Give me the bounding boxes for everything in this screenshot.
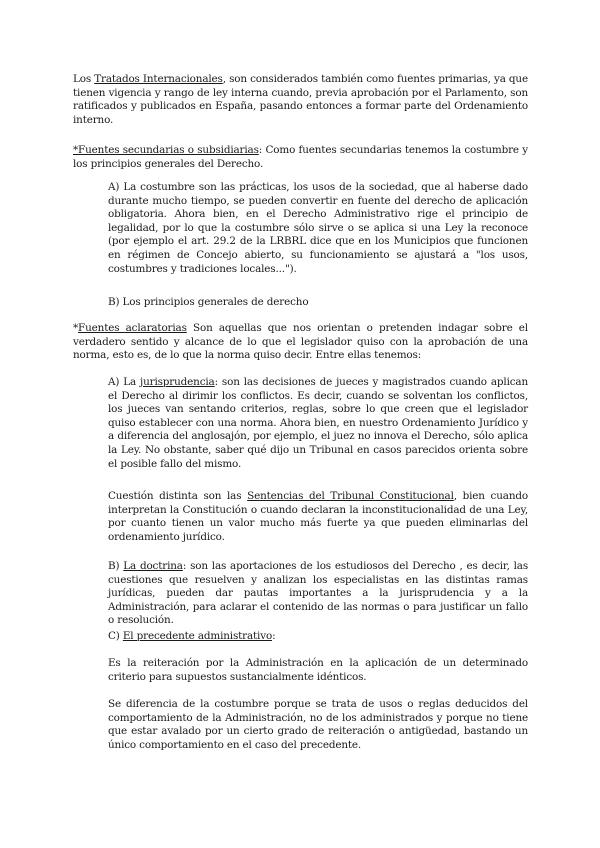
underlined-term: La doctrina [123, 560, 183, 572]
paragraph-jurisprudencia [108, 376, 528, 471]
paragraph-principios-generales [108, 296, 528, 310]
paragraph-costumbre [108, 181, 528, 276]
section-heading-underlined: *Fuentes secundarias o subsidiarias [73, 144, 259, 156]
paragraph-tratados-internacionales [73, 73, 528, 127]
text-run: , son considerados también como fuentes primarias, ya que tienen vigencia y rango de ley interna cuando, previa aprobación por el Parlamento, son ratificados y publicados en España, pasando entonces a formar parte del Ordenamiento interno. [73, 73, 528, 126]
underlined-term: Sentencias del Tribunal Constitucional [247, 490, 454, 502]
text-run: Los [73, 73, 95, 85]
paragraph-precedente-diferencia [108, 698, 528, 752]
text-run: Cuestión distinta son las [108, 490, 248, 502]
underlined-term: El precedente administrativo [122, 630, 273, 642]
text-run: * [73, 322, 79, 334]
paragraph-doctrina [108, 560, 528, 628]
paragraph-sentencias-tc [108, 490, 528, 544]
text-run: B) Los principios generales de derecho [108, 296, 309, 308]
section-heading-underlined: Fuentes aclaratorias [78, 322, 187, 334]
text-run: Son aquellas que nos orientan o pretenden indagar sobre el verdadero sentido y alcance de lo que el legislador quiso con la aprobación de una norma, esto es, de lo que la norma quiso decir. Entre ellas tenemos: [73, 322, 528, 362]
text-run: A) La [108, 376, 141, 388]
paragraph-fuentes-aclaratorias [73, 322, 528, 363]
text-run: , bien cuando interpretan la Constitución o cuando declaran la inconstitucionalidad de una Ley, por cuanto tienen un valor mucho más fuerte ya que pueden eliminarlas del ordenamiento jurídico. [108, 490, 528, 543]
underlined-term: jurisprudencia [140, 376, 215, 388]
paragraph-precedente-definicion [108, 657, 528, 684]
text-run: : son las decisiones de jueces y magistrados cuando aplican el Derecho al dirimir los conflictos. Es decir, cuando se solventan los conflictos, los jueces van sentando criterios, reglas, sobre lo que creen que el legislador quiso establecer con una norma. Ahora bien, en nuestro Ordenamiento Jurídico y a diferencia del anglosajón, por ejemplo, el juez no innova el Derecho, sólo aplica la Ley. No obstante, saber qué dijo un Tribunal en casos parecidos orienta sobre el posible fallo del mismo. [108, 376, 529, 470]
text-run: B) [108, 560, 124, 572]
text-run: : Como fuentes secundarias tenemos la costumbre y los principios generales del Derecho. [73, 144, 528, 170]
text-run: : son las aportaciones de los estudiosos del Derecho , es decir, las cuestiones que resuelven y analizan los especialistas en las distintas ramas jurídicas, pueden dar pautas importantes a la jurisprudencia y a la Administración, para aclarar el contenido de las normas o para justificar un fallo o resolución. [108, 560, 529, 627]
paragraph-precedente-heading [108, 630, 528, 644]
underlined-term: Tratados Internacionales [94, 73, 223, 85]
text-run: Se diferencia de la costumbre porque se trata de usos o reglas deducidos del comportamiento de la Administración, no de los administrados y porque no tiene que estar avalado por un cierto grado de reiteración o antigüedad, bastando un único comportamiento en el caso del precedente. [108, 698, 528, 751]
text-run: Es la reiteración por la Administración en la aplicación de un determinado criterio para supuestos sustancialmente idénticos. [108, 657, 528, 683]
text-run: A) La costumbre son las prácticas, los usos de la sociedad, que al haberse dado durante mucho tiempo, se pueden convertir en fuente del derecho de aplicación obligatoria. Ahora bien, en el Derecho Administrativo rige el principio de legalidad, por lo que la costumbre sólo sirve o se aplica si una Ley la reconoce (por ejemplo el art. 29.2 de la LRBRL dice que en los Municipios que funcionen en régimen de Concejo abierto, su funcionamiento se ajustará a "los usos, costumbres y tradiciones locales..."). [108, 181, 528, 275]
text-run: C) [108, 630, 123, 642]
text-run: : [272, 630, 276, 642]
paragraph-fuentes-secundarias [73, 144, 528, 171]
